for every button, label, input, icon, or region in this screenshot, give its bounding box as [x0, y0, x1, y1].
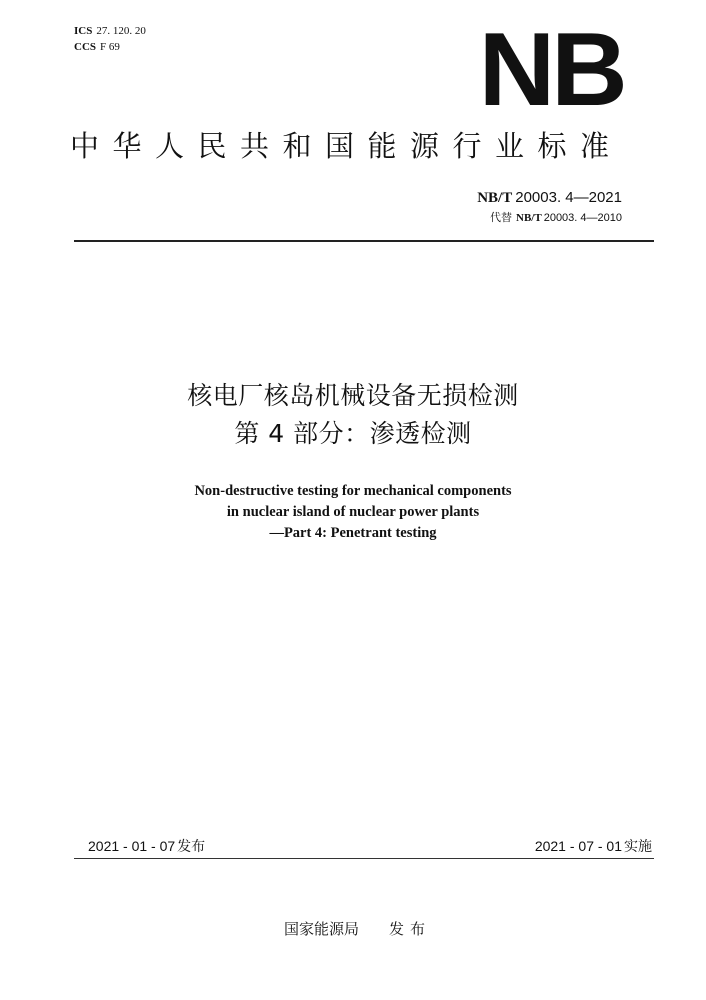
implementation-date	[535, 836, 652, 857]
issue-word: 发布	[177, 839, 206, 855]
issuer-action: 发布	[389, 920, 432, 938]
ics-code	[74, 24, 146, 39]
replaces-prefix: NB/T	[516, 212, 542, 224]
ccs-code	[74, 40, 120, 55]
title-en-line2: in nuclear island of nuclear power plants	[226, 504, 480, 520]
standard-number	[477, 188, 622, 208]
issuer	[284, 918, 431, 940]
ics-value: 27. 120. 20	[96, 25, 146, 37]
issuer-name: 国家能源局	[284, 920, 360, 938]
issue-date	[88, 836, 205, 857]
standard-category-header: 中华人民共和国能源行业标准	[70, 129, 623, 163]
title-zh-line2: 第 4 部分：渗透检测	[234, 419, 472, 448]
title-en-line1: Non-destructive testing for mechanical components	[194, 483, 512, 499]
replaces-number: 20003. 4—2010	[543, 212, 622, 224]
nb-logo: NB	[478, 12, 624, 128]
implementation-word: 实施	[624, 839, 652, 855]
footer-divider	[74, 858, 654, 859]
issue-date-value: 2021 - 01 - 07	[88, 838, 176, 854]
title-zh-line1: 核电厂核岛机械设备无损检测	[187, 381, 519, 410]
replaces-word: 代替	[490, 211, 513, 224]
header-divider	[74, 240, 654, 242]
standard-number-value: 20003. 4—2021	[515, 189, 622, 206]
ccs-label: CCS	[74, 41, 97, 53]
ccs-value: F 69	[100, 41, 120, 53]
ics-label: ICS	[74, 25, 93, 37]
replaces-standard	[490, 210, 622, 226]
standard-prefix: NB/T	[477, 190, 513, 206]
title-en-line3: —Part 4: Penetrant testing	[269, 525, 437, 541]
implementation-date-value: 2021 - 07 - 01	[534, 838, 622, 854]
